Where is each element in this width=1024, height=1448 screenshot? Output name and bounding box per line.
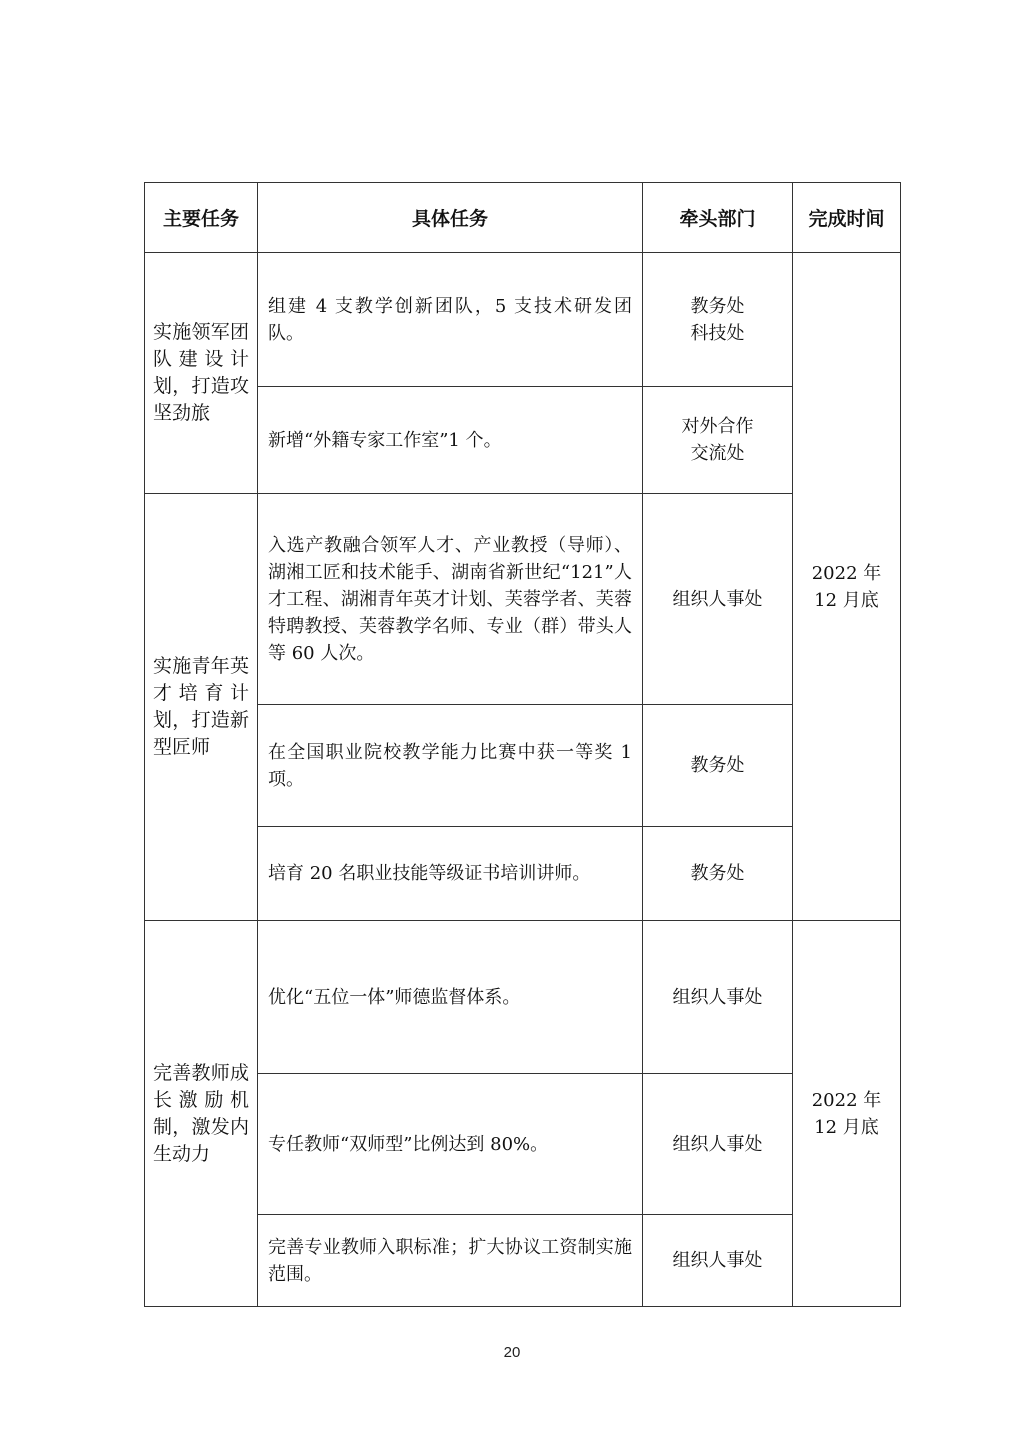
detail-task-cell: 专任教师“双师型”比例达到 80%。 bbox=[258, 1074, 643, 1215]
detail-task-cell: 培育 20 名职业技能等级证书培训讲师。 bbox=[258, 827, 643, 921]
lead-dept-cell: 教务处 bbox=[643, 705, 793, 827]
table-row bbox=[145, 494, 901, 705]
detail-task-cell: 组建 4 支教学创新团队，5 支技术研发团队。 bbox=[258, 253, 643, 387]
lead-dept-cell: 教务处 科技处 bbox=[643, 253, 793, 387]
header-completion-time: 完成时间 bbox=[793, 183, 901, 253]
table-row bbox=[145, 827, 901, 921]
completion-time-cell: 2022 年 12 月底 bbox=[793, 253, 901, 921]
lead-dept-cell: 组织人事处 bbox=[643, 1215, 793, 1307]
page-number: 20 bbox=[503, 1344, 521, 1361]
lead-dept-cell: 组织人事处 bbox=[643, 494, 793, 705]
detail-task-cell: 入选产教融合领军人才、产业教授（导师）、湖湘工匠和技术能手、湖南省新世纪“121”人才工程、湖湘青年英才计划、芙蓉学者、芙蓉特聘教授、芙蓉教学名师、专业（群）带头人等 60 人次。 bbox=[258, 494, 643, 705]
completion-time-cell: 2022 年 12 月底 bbox=[793, 921, 901, 1307]
header-main-task: 主要任务 bbox=[145, 183, 258, 253]
lead-dept-cell: 教务处 bbox=[643, 827, 793, 921]
lead-dept-cell: 组织人事处 bbox=[643, 1074, 793, 1215]
main-task-cell: 实施青年英才培育计划，打造新型匠师 bbox=[145, 494, 258, 921]
detail-task-cell: 完善专业教师入职标准；扩大协议工资制实施范围。 bbox=[258, 1215, 643, 1307]
table-row bbox=[145, 387, 901, 494]
lead-dept-cell: 对外合作 交流处 bbox=[643, 387, 793, 494]
table-row bbox=[145, 921, 901, 1074]
header-detail-task: 具体任务 bbox=[258, 183, 643, 253]
table-row bbox=[145, 705, 901, 827]
table-header-row bbox=[145, 183, 901, 253]
lead-dept-cell: 组织人事处 bbox=[643, 921, 793, 1074]
header-lead-dept: 牵头部门 bbox=[643, 183, 793, 253]
table-row bbox=[145, 253, 901, 387]
main-task-cell: 完善教师成长激励机制，激发内生动力 bbox=[145, 921, 258, 1307]
detail-task-cell: 优化“五位一体”师德监督体系。 bbox=[258, 921, 643, 1074]
task-table bbox=[144, 182, 901, 1307]
detail-task-cell: 在全国职业院校教学能力比赛中获一等奖 1 项。 bbox=[258, 705, 643, 827]
table-row bbox=[145, 1215, 901, 1307]
main-task-cell: 实施领军团队建设计划，打造攻坚劲旅 bbox=[145, 253, 258, 494]
table-row bbox=[145, 1074, 901, 1215]
detail-task-cell: 新增“外籍专家工作室”1 个。 bbox=[258, 387, 643, 494]
